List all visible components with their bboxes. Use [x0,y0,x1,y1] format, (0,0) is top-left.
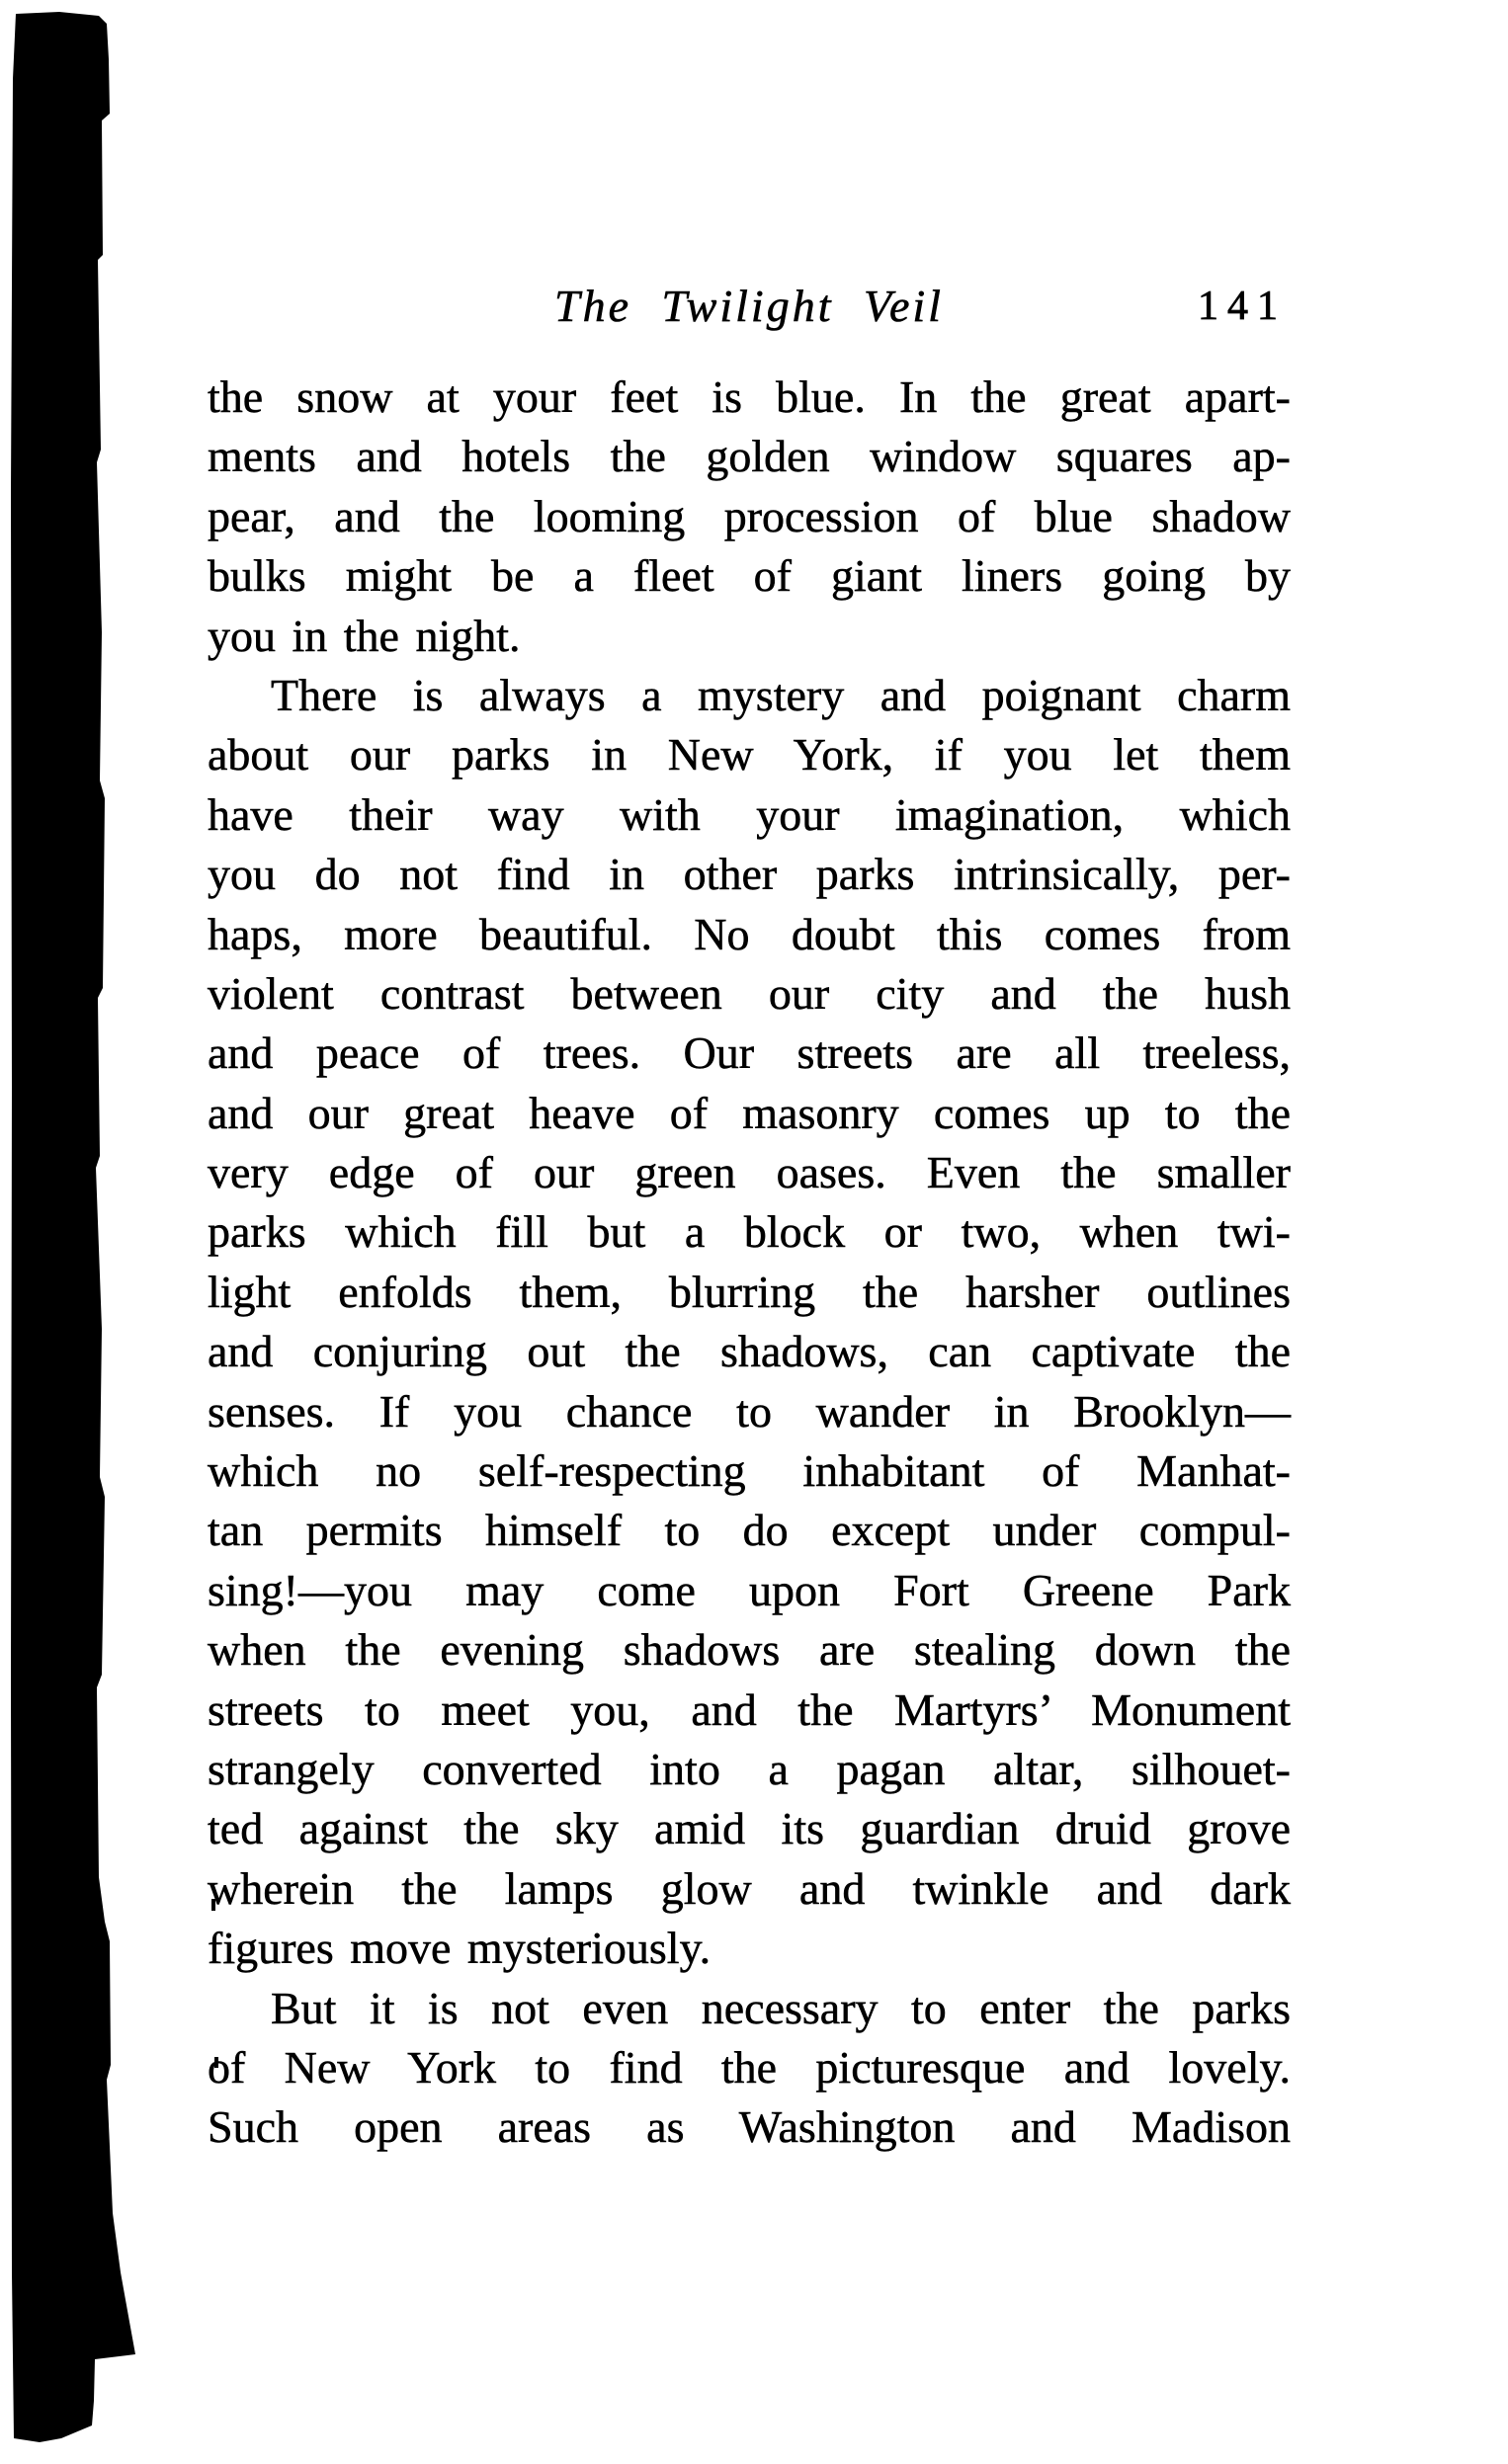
body-line: sing!—you may come upon Fort Greene Park [208,1564,1291,1615]
body-line: very edge of our green oases. Even the smaller [208,1147,1291,1198]
body-line: of New York to find the picturesque and lovely. [208,2041,1291,2093]
body-line: you in the night. [208,610,521,661]
page-header [208,275,1291,338]
body-line: and peace of trees. Our streets are all treeless, [208,1027,1291,1079]
body-line: violent contrast between our city and the hush [208,967,1291,1019]
running-title: The Twilight Veil [554,281,944,331]
body-line: wherein the lamps glow and twinkle and dark [208,1862,1291,1914]
body-line: pear, and the looming procession of blue shadow [208,490,1291,541]
body-line: light enfolds them, blurring the harsher outlines [208,1266,1291,1317]
body-line: and our great heave of masonry comes up to the [208,1087,1291,1138]
body-text [208,368,1291,2158]
page-number: 141 [1198,284,1287,329]
body-line: have their way with your imagination, which [208,788,1291,840]
body-line: senses. If you chance to wander in Brooklyn— [208,1385,1291,1437]
body-line: the snow at your feet is blue. In the great apart- [208,371,1291,422]
body-line: and conjuring out the shadows, can captivate the [208,1326,1291,1377]
body-line: ted against the sky amid its guardian druid grove [208,1803,1291,1854]
body-line: you do not find in other parks intrinsically, per- [208,849,1291,900]
body-line: when the evening shadows are stealing down the [208,1624,1291,1676]
body-line: strangely converted into a pagan altar, silhouet- [208,1743,1291,1794]
body-line: But it is not even necessary to enter the parks [271,1982,1291,2033]
body-line: tan permits himself to do except under compul- [208,1505,1291,1556]
body-line: bulks might be a fleet of giant liners going by [208,550,1291,602]
body-line: There is always a mystery and poignant charm [271,669,1291,720]
body-line: ments and hotels the golden window squares ap- [208,431,1291,482]
body-line: figures move mysteriously. [208,1923,712,1974]
body-line: Such open areas as Washington and Madison [208,2101,1291,2153]
body-line: haps, more beautiful. No doubt this comes from [208,908,1291,959]
body-line: about our parks in New York, if you let them [208,729,1291,780]
body-line: streets to meet you, and the Martyrs’ Monument [208,1684,1291,1735]
body-line: which no self-respecting inhabitant of Manhat- [208,1445,1291,1497]
body-line: parks which fill but a block or two, when twi- [208,1206,1291,1258]
